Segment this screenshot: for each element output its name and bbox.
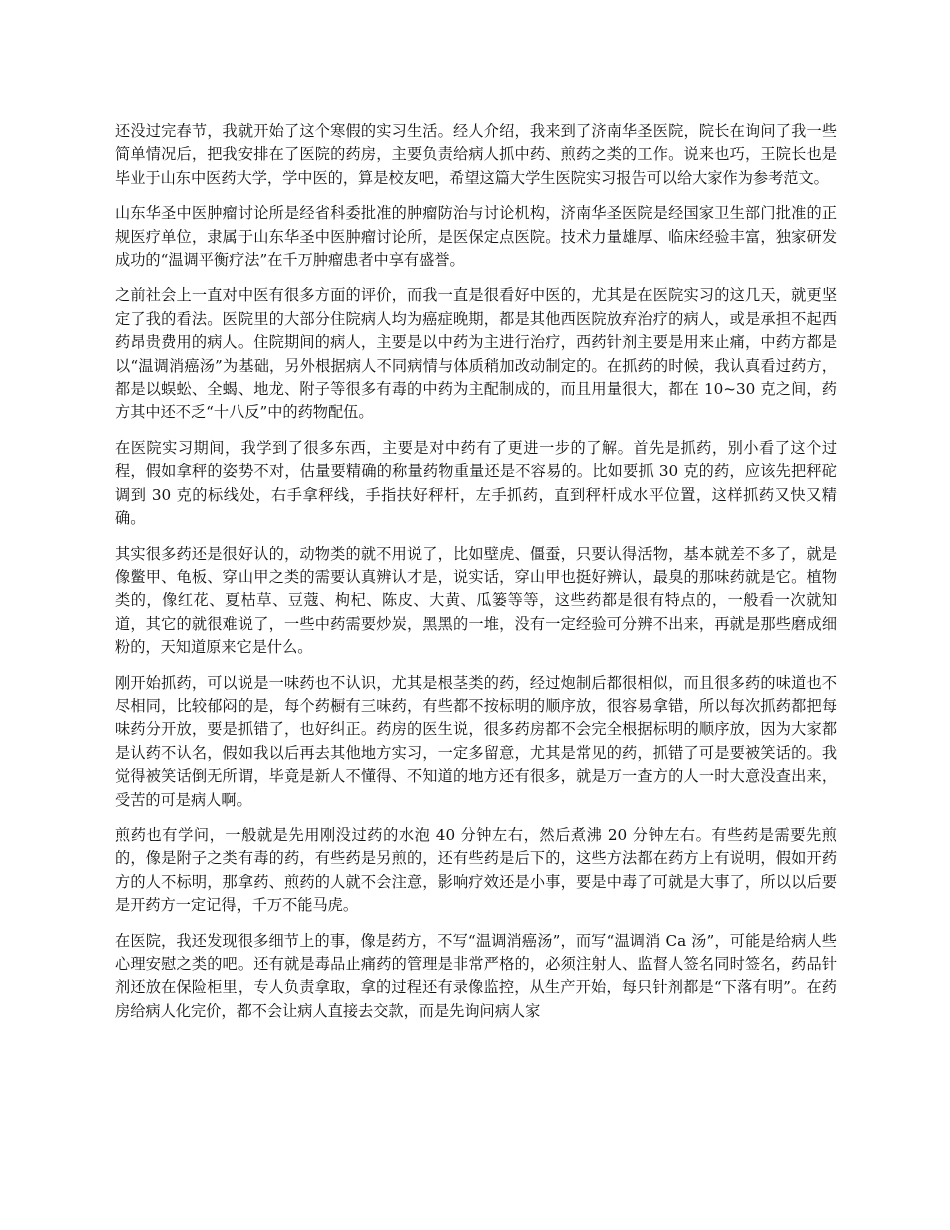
paragraph-5: 其实很多药还是很好认的，动物类的就不用说了，比如壁虎、僵蚕，只要认得活物，基本就差不多了，就是像鳖甲、龟板、穿山甲之类的需要认真辨认才是，说实话，穿山甲也挺好辨认，最臭的那味药就是它。植物类的，像红花、夏枯草、豆蔻、枸杞、陈皮、大黄、瓜篓等等，这些药都是很有特点的，一般看一次就知道，其它的就很难说了，一些中药需要炒炭，黑黑的一堆，没有一定经验可分辨不出来，再就是那些磨成细粉的，天知道原来它是什么。 xyxy=(115,544,837,657)
document-body xyxy=(115,120,837,1035)
paragraph-6: 刚开始抓药，可以说是一味药也不认识，尤其是根茎类的药，经过炮制后都很相似，而且很多药的味道也不尽相同，比较郁闷的是，每个药橱有三味药，有些都不按标明的顺序放，很容易拿错，所以每次抓药都把每味药分开放，要是抓错了，也好纠正。药房的医生说，很多药房都不会完全根据标明的顺序放，因为大家都是认药不认名，假如我以后再去其他地方实习，一定多留意，尤其是常见的药，抓错了可是要被笑话的。我觉得被笑话倒无所谓，毕竟是新人不懂得、不知道的地方还有很多，就是万一查方的人一时大意没查出来，受苦的可是病人啊。 xyxy=(115,673,837,809)
paragraph-3: 之前社会上一直对中医有很多方面的评价，而我一直是很看好中医的，尤其是在医院实习的这几天，就更坚定了我的看法。医院里的大部分住院病人均为癌症晚期，都是其他西医院放弃治疗的病人，或是承担不起西药昂贵费用的病人。住院期间的病人，主要是以中药为主进行治疗，西药针剂主要是用来止痛，中药方都是以“温调消癌汤”为基础，另外根据病人不同病情与体质稍加改动制定的。在抓药的时候，我认真看过药方，都是以蜈蚣、全蝎、地龙、附子等很多有毒的中药为主配制成的，而且用量很大，都在 10~30 克之间，药方其中还不乏“十八反”中的药物配伍。 xyxy=(115,286,837,422)
paragraph-8: 在医院，我还发现很多细节上的事，像是药方，不写“温调消癌汤”，而写“温调消 Ca 汤”，可能是给病人些心理安慰之类的吧。还有就是毒品止痛药的管理是非常严格的，必须注射人、监督人签名同时签名，药品针剂还放在保险柜里，专人负责拿取，拿的过程还有录像监控，从生产开始，每只针剂都是“下落有明”。在药房给病人化完价，都不会让病人直接去交款，而是先询问病人家 xyxy=(115,931,837,1020)
paragraph-2: 山东华圣中医肿瘤讨论所是经省科委批准的肿瘤防治与讨论机构，济南华圣医院是经国家卫生部门批准的正规医疗单位，隶属于山东华圣中医肿瘤讨论所，是医保定点医院。技术力量雄厚、临床经验丰富，独家研发成功的“温调平衡疗法”在千万肿瘤患者中享有盛誉。 xyxy=(115,204,837,270)
paragraph-7: 煎药也有学问，一般就是先用刚没过药的水泡 40 分钟左右，然后煮沸 20 分钟左右。有些药是需要先煎的，像是附子之类有毒的药，有些药是另煎的，还有些药是后下的，这些方法都在药方上有说明，假如开药方的人不标明，那拿药、煎药的人就不会注意，影响疗效还是小事，要是中毒了可就是大事了，所以以后要是开药方一定记得，千万不能马虎。 xyxy=(115,825,837,915)
paragraph-4: 在医院实习期间，我学到了很多东西，主要是对中药有了更进一步的了解。首先是抓药，别小看了这个过程，假如拿秤的姿势不对，估量要精确的称量药物重量还是不容易的。比如要抓 30 克的药，应该先把秤砣调到 30 克的标线处，右手拿秤线，手指扶好秤杆，左手抓药，直到秤杆成水平位置，这样抓药又快又精确。 xyxy=(115,438,837,528)
paragraph-1: 还没过完春节，我就开始了这个寒假的实习生活。经人介绍，我来到了济南华圣医院，院长在询问了我一些简单情况后，把我安排在了医院的药房，主要负责给病人抓中药、煎药之类的工作。说来也巧，王院长也是毕业于山东中医药大学，学中医的，算是校友吧，希望这篇大学生医院实习报告可以给大家作为参考范文。 xyxy=(115,122,837,187)
